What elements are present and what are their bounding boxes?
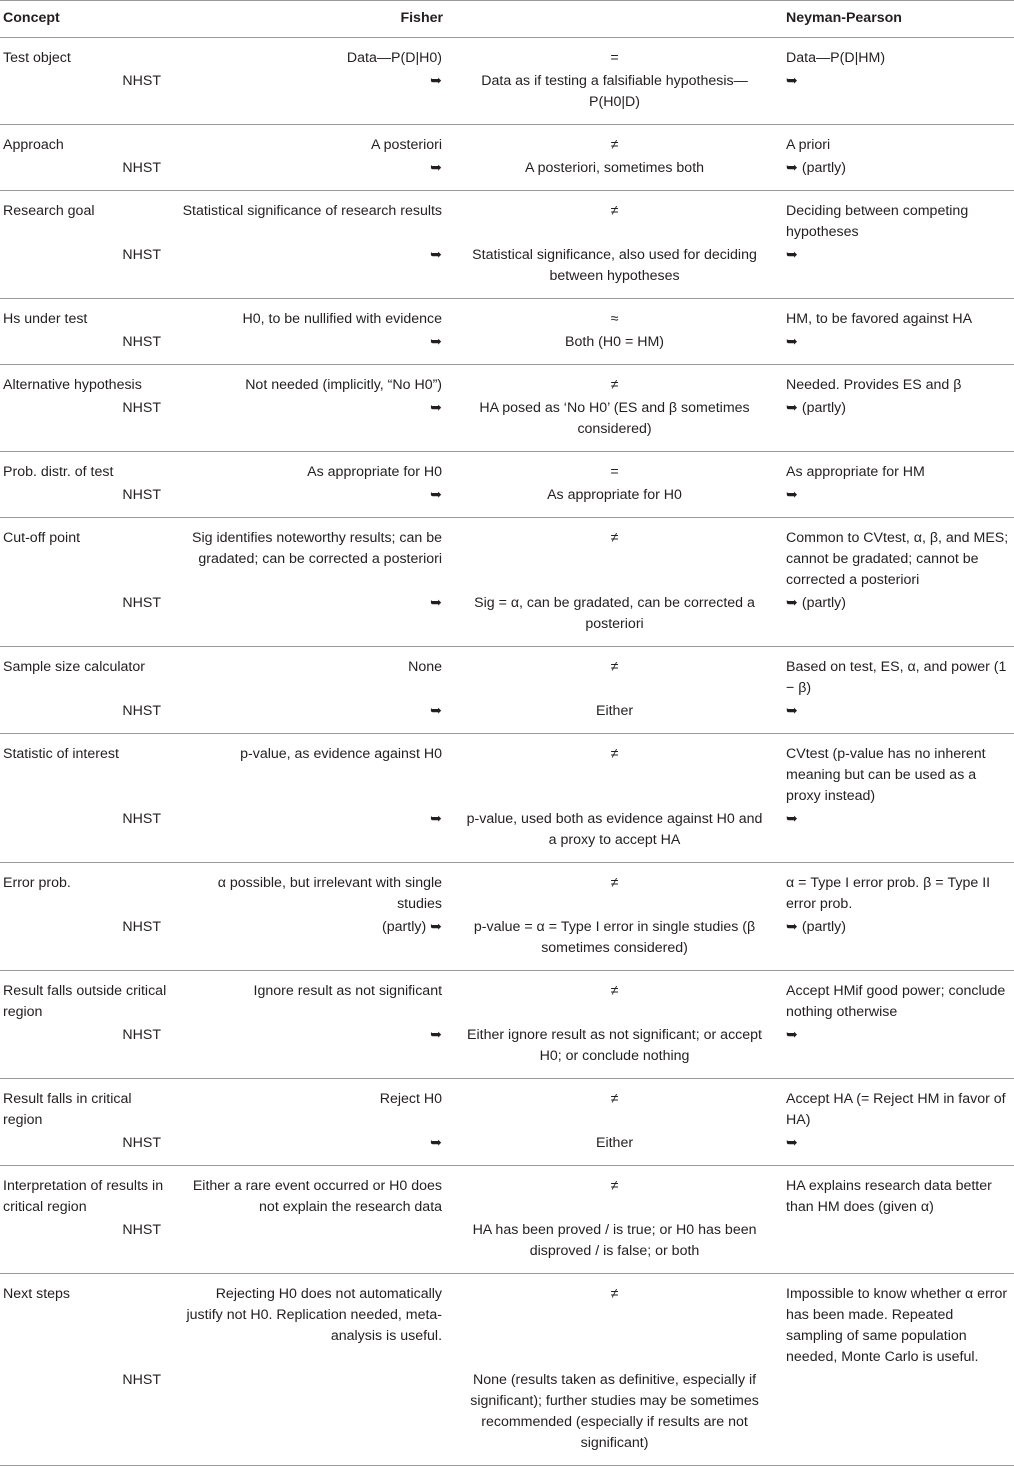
- table-row: [0, 125, 1014, 157]
- concept-cell: Test object: [3, 50, 71, 66]
- nhst-row: [0, 699, 1014, 734]
- nhst-description: A posteriori, sometimes both: [525, 160, 705, 176]
- nhst-description: As appropriate for H0: [547, 487, 682, 503]
- nhst-row: [0, 483, 1014, 518]
- nhst-np-arrow: ➥ (partly): [786, 595, 847, 611]
- comparison-symbol: ≠: [610, 983, 619, 999]
- nhst-fisher-arrow: ➥: [430, 400, 443, 416]
- row-group: [0, 38, 1014, 125]
- nhst-label: NHST: [122, 1135, 161, 1151]
- fisher-cell: A posteriori: [371, 137, 443, 153]
- comparison-symbol: =: [610, 464, 619, 480]
- fisher-cell: Ignore result as not significant: [253, 983, 443, 999]
- nhst-description: HA posed as ‘No H0’ (ES and β sometimes considered): [479, 400, 750, 437]
- np-cell: Common to CVtest, α, β, and MES; cannot be gradated; cannot be corrected a posteriori: [786, 530, 1009, 588]
- nhst-fisher-arrow: ➥: [430, 247, 443, 263]
- concept-cell: Next steps: [3, 1286, 71, 1302]
- nhst-description: Statistical significance, also used for deciding between hypotheses: [472, 247, 757, 284]
- nhst-np-arrow: ➥: [786, 334, 798, 350]
- nhst-spacer: [0, 591, 113, 647]
- row-group: [0, 1166, 1014, 1274]
- np-cell: Based on test, ES, α, and power (1 − β): [786, 659, 1007, 696]
- nhst-label: NHST: [122, 919, 161, 935]
- fisher-cell: None: [408, 659, 443, 675]
- concept-cell: Result falls outside critical region: [3, 983, 167, 1020]
- nhst-description: p-value = α = Type I error in single studies (β sometimes considered): [473, 919, 756, 956]
- nhst-np-arrow: ➥: [786, 1027, 798, 1043]
- concept-cell: Alternative hypothesis: [3, 377, 142, 393]
- nhst-row: [0, 156, 1014, 191]
- nhst-label: NHST: [122, 1372, 161, 1388]
- nhst-np-arrow: ➥: [786, 811, 798, 827]
- nhst-label: NHST: [122, 703, 161, 719]
- comparison-symbol: ≠: [610, 203, 619, 219]
- fisher-cell: Not needed (implicitly, “No H0”): [245, 377, 443, 393]
- nhst-fisher-arrow: ➥: [430, 334, 443, 350]
- nhst-row: [0, 1131, 1014, 1166]
- concept-cell: Cut-off point: [3, 530, 81, 546]
- concept-cell: Sample size calculator: [3, 659, 145, 675]
- nhst-fisher-arrow: ➥: [430, 703, 443, 719]
- comparison-symbol: ≠: [610, 746, 619, 762]
- nhst-row: [0, 915, 1014, 971]
- table-row: [0, 365, 1014, 397]
- nhst-label: NHST: [122, 487, 161, 503]
- comparison-symbol: ≠: [610, 875, 619, 891]
- table-row: [0, 1274, 1014, 1369]
- table-row: [0, 452, 1014, 484]
- nhst-description: Either ignore result as not significant; or accept H0; or conclude nothing: [467, 1027, 762, 1064]
- fisher-cell: α possible, but irrelevant with single studies: [217, 875, 443, 912]
- row-group: [0, 125, 1014, 191]
- nhst-label: NHST: [122, 1027, 161, 1043]
- table-row: [0, 971, 1014, 1024]
- nhst-row: [0, 243, 1014, 299]
- np-cell: α = Type I error prob. β = Type II error prob.: [786, 875, 991, 912]
- table-row: [0, 647, 1014, 700]
- row-group: [0, 1274, 1014, 1466]
- np-cell: Accept HA (= Reject HM in favor of HA): [786, 1091, 1006, 1128]
- nhst-fisher-arrow: ➥: [430, 73, 443, 89]
- nhst-spacer: [0, 69, 113, 125]
- table-row: [0, 863, 1014, 916]
- row-group: [0, 734, 1014, 863]
- concept-cell: Prob. distr. of test: [3, 464, 114, 480]
- nhst-description: Either: [596, 1135, 634, 1151]
- header-np: Neyman-Pearson: [786, 10, 902, 26]
- concept-cell: Result falls in critical region: [3, 1091, 132, 1128]
- np-cell: Needed. Provides ES and β: [786, 377, 962, 393]
- nhst-np-arrow: [783, 1218, 1014, 1274]
- nhst-description: Either: [596, 703, 634, 719]
- nhst-spacer: [0, 243, 113, 299]
- comparison-symbol: =: [610, 50, 619, 66]
- header-fisher: Fisher: [400, 10, 444, 26]
- table-row: [0, 1166, 1014, 1219]
- nhst-label: NHST: [122, 400, 161, 416]
- fisher-cell: H0, to be nullified with evidence: [242, 311, 443, 327]
- row-group: [0, 452, 1014, 518]
- comparison-symbol: ≠: [610, 1091, 619, 1107]
- table-row: [0, 191, 1014, 244]
- fisher-cell: Sig identifies noteworthy results; can be gradated; can be corrected a posteriori: [192, 530, 443, 567]
- row-group: [0, 863, 1014, 971]
- nhst-np-arrow: [783, 1368, 1014, 1466]
- np-cell: CVtest (p-value has no inherent meaning but can be used as a proxy instead): [786, 746, 986, 804]
- fisher-cell: Reject H0: [379, 1091, 443, 1107]
- row-group: [0, 299, 1014, 365]
- nhst-row: [0, 1218, 1014, 1274]
- nhst-row: [0, 69, 1014, 125]
- nhst-spacer: [0, 1218, 113, 1274]
- concept-cell: Statistic of interest: [3, 746, 119, 762]
- concept-cell: Hs under test: [3, 311, 88, 327]
- header-cells: [0, 1, 446, 38]
- nhst-label: NHST: [122, 160, 161, 176]
- row-group: [0, 971, 1014, 1079]
- nhst-spacer: [0, 396, 113, 452]
- comparison-symbol: ≠: [610, 137, 619, 153]
- fisher-cell: As appropriate for H0: [307, 464, 443, 480]
- nhst-np-arrow: ➥ (partly): [786, 160, 847, 176]
- nhst-fisher-arrow: [175, 1368, 446, 1466]
- nhst-description: p-value, used both as evidence against H0 and a proxy to accept HA: [466, 811, 763, 848]
- nhst-fisher-arrow: [175, 1218, 446, 1274]
- nhst-spacer: [0, 1368, 113, 1466]
- nhst-row: [0, 1023, 1014, 1079]
- nhst-spacer: [0, 915, 113, 971]
- row-group: [0, 191, 1014, 299]
- nhst-description: HA has been proved / is true; or H0 has been disproved / is false; or both: [472, 1222, 757, 1259]
- np-cell: Deciding between competing hypotheses: [786, 203, 969, 240]
- nhst-spacer: [0, 807, 113, 863]
- nhst-fisher-arrow: ➥: [430, 160, 443, 176]
- nhst-fisher-arrow: ➥: [430, 1135, 443, 1151]
- comparison-symbol: ≠: [610, 1286, 619, 1302]
- nhst-fisher-arrow: (partly) ➥: [382, 919, 443, 935]
- concept-cell: Research goal: [3, 203, 95, 219]
- row-group: [0, 1079, 1014, 1166]
- nhst-label: NHST: [122, 595, 161, 611]
- nhst-np-arrow: ➥: [786, 1135, 798, 1151]
- table-row: [0, 518, 1014, 592]
- nhst-np-arrow: ➥: [786, 703, 798, 719]
- fisher-cell: p-value, as evidence against H0: [240, 746, 443, 762]
- concept-cell: Interpretation of results in critical region: [3, 1178, 164, 1215]
- nhst-label: NHST: [122, 334, 161, 350]
- comparison-symbol: ≠: [610, 659, 619, 675]
- nhst-spacer: [0, 699, 113, 734]
- np-cell: Impossible to know whether α error has been made. Repeated sampling of same population needed, Monte Carlo is useful.: [786, 1286, 1008, 1365]
- nhst-np-arrow: ➥ (partly): [786, 919, 847, 935]
- row-group: [0, 365, 1014, 452]
- nhst-np-arrow: ➥: [786, 73, 798, 89]
- np-cell: As appropriate for HM: [786, 464, 925, 480]
- nhst-label: NHST: [122, 247, 161, 263]
- np-cell: HM, to be favored against HA: [786, 311, 973, 327]
- fisher-cell: Statistical significance of research results: [182, 203, 443, 219]
- np-cell: Accept HMif good power; conclude nothing otherwise: [786, 983, 1006, 1020]
- row-group: [0, 647, 1014, 734]
- nhst-spacer: [0, 1131, 113, 1166]
- nhst-spacer: [0, 483, 113, 518]
- nhst-label: NHST: [122, 73, 161, 89]
- fisher-cell: Data—P(D|H0): [346, 50, 443, 66]
- table-row: [0, 299, 1014, 331]
- nhst-label: NHST: [122, 1222, 161, 1238]
- nhst-spacer: [0, 1023, 113, 1079]
- nhst-row: [0, 330, 1014, 365]
- nhst-fisher-arrow: ➥: [430, 595, 443, 611]
- fisher-cell: Either a rare event occurred or H0 does not explain the research data: [192, 1178, 443, 1215]
- nhst-fisher-arrow: ➥: [430, 487, 443, 503]
- header-row: [0, 1, 1014, 38]
- concept-cell: Error prob.: [3, 875, 71, 891]
- np-cell: HA explains research data better than HM does (given α): [786, 1178, 992, 1215]
- nhst-spacer: [0, 330, 113, 365]
- table-row: [0, 1079, 1014, 1132]
- comparison-symbol: ≠: [610, 1178, 619, 1194]
- concept-cell: Approach: [3, 137, 64, 153]
- nhst-description: Both (H0 = HM): [565, 334, 664, 350]
- nhst-row: [0, 807, 1014, 863]
- nhst-np-arrow: ➥ (partly): [786, 400, 847, 416]
- np-cell: Data—P(D|HM): [786, 50, 886, 66]
- header-concept: Concept: [3, 10, 60, 26]
- comparison-symbol: ≠: [610, 377, 619, 393]
- nhst-row: [0, 591, 1014, 647]
- np-cell: A priori: [786, 137, 831, 153]
- table-row: [0, 734, 1014, 808]
- row-group: [0, 518, 1014, 647]
- nhst-description: Data as if testing a falsifiable hypothesis—P(H0|D): [481, 73, 748, 110]
- nhst-label: NHST: [122, 811, 161, 827]
- comparison-symbol: ≠: [610, 530, 619, 546]
- nhst-fisher-arrow: ➥: [430, 1027, 443, 1043]
- table-row: [0, 38, 1014, 70]
- fisher-cell: Rejecting H0 does not automatically justify not H0. Replication needed, meta-analysis is useful.: [186, 1286, 443, 1344]
- nhst-row: [0, 1368, 1014, 1466]
- nhst-np-arrow: ➥: [786, 487, 798, 503]
- comparison-symbol: ≈: [610, 311, 619, 327]
- nhst-row: [0, 396, 1014, 452]
- nhst-description: None (results taken as definitive, especially if significant); further studies may be sometimes recommended (especially if results are not significant): [470, 1372, 759, 1451]
- nhst-description: Sig = α, can be gradated, can be corrected a posteriori: [474, 595, 755, 632]
- header-spacer: [446, 1, 783, 38]
- nhst-fisher-arrow: ➥: [430, 811, 443, 827]
- nhst-spacer: [0, 156, 113, 191]
- nhst-np-arrow: ➥: [786, 247, 798, 263]
